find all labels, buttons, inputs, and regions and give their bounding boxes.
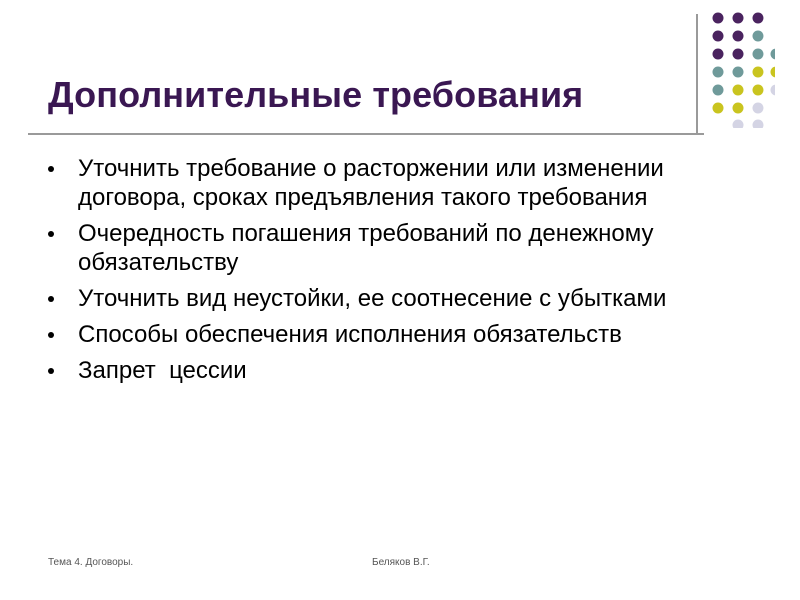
list-item-text: Уточнить требование о расторжении или изменении договора, сроках предъявления такого требования (78, 155, 664, 211)
vertical-divider (696, 14, 698, 135)
bullet-icon (48, 166, 54, 172)
list-item (48, 154, 768, 212)
list-item-text: Способы обеспечения исполнения обязательств (78, 321, 622, 348)
footer-topic: Тема 4. Договоры. (48, 557, 134, 568)
horizontal-divider (28, 133, 704, 135)
list-item (48, 284, 768, 313)
list-item-text: Уточнить вид неустойки, ее соотнесение с убытками (78, 285, 667, 312)
slide-title: Дополнительные требования (48, 74, 584, 115)
footer-author: Беляков В.Г. (372, 557, 430, 568)
list-item-text: Очередность погашения требований по денежному обязательству (78, 220, 654, 276)
bullet-icon (48, 231, 54, 237)
bullet-icon (48, 368, 54, 374)
list-item (48, 356, 768, 385)
list-item-text: Запрет цессии (78, 357, 247, 384)
list-item (48, 320, 768, 349)
list-item (48, 219, 768, 277)
decorative-dots (705, 8, 775, 128)
bullet-icon (48, 296, 54, 302)
bullet-icon (48, 332, 54, 338)
bullet-list (48, 154, 768, 392)
